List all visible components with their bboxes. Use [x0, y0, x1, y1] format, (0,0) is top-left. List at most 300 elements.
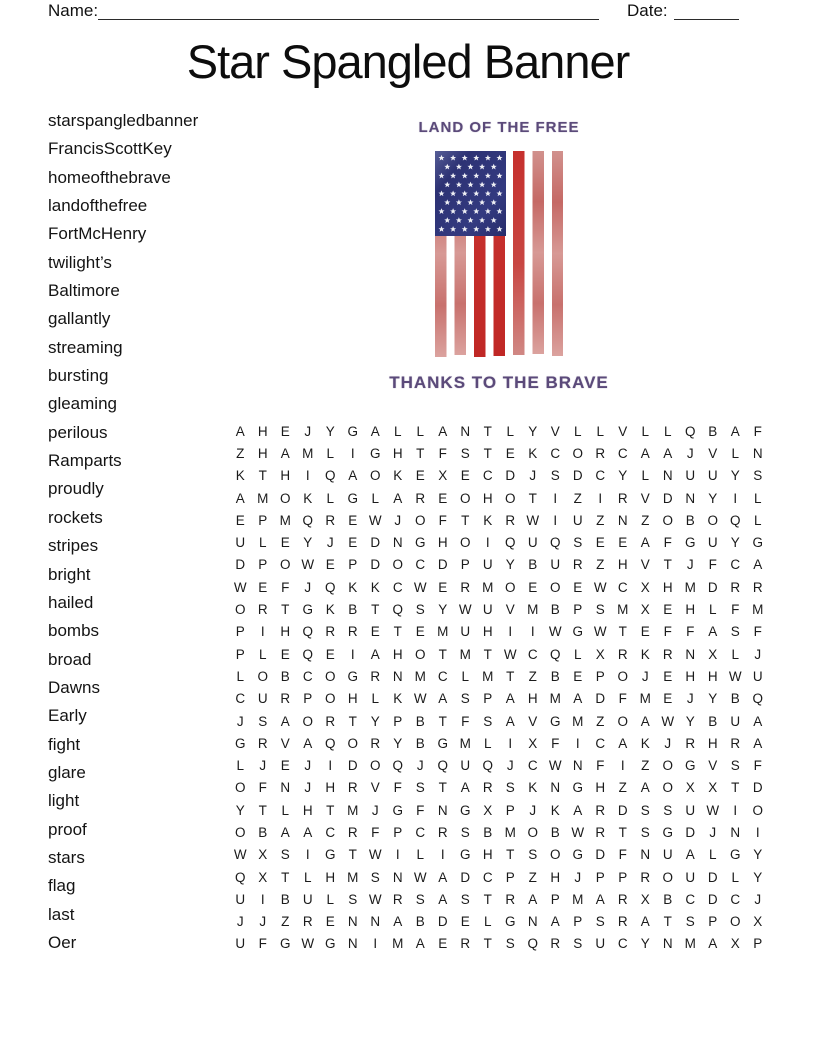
grid-cell-r16c8: Q	[392, 758, 403, 774]
grid-cell-r23c8: A	[393, 914, 403, 930]
word-item: Early	[48, 706, 87, 726]
grid-cell-r3c19: L	[641, 468, 649, 484]
grid-cell-r10c7: E	[370, 624, 380, 640]
grid-cell-r9c17: S	[595, 602, 605, 618]
word-item: flag	[48, 876, 76, 896]
grid-cell-r20c12: H	[482, 847, 493, 863]
us-flag-graphic	[387, 110, 611, 403]
grid-cell-r6c8: N	[392, 535, 403, 551]
grid-cell-r16c10: Q	[437, 758, 448, 774]
grid-cell-r14c9: B	[415, 713, 425, 729]
grid-cell-r8c6: K	[348, 579, 358, 595]
grid-cell-r21c17: P	[595, 869, 605, 885]
grid-cell-r15c13: I	[508, 735, 513, 751]
grid-cell-r11c21: N	[685, 646, 696, 662]
grid-cell-r11c12: T	[483, 646, 492, 662]
grid-cell-r3c8: K	[393, 468, 403, 484]
grid-cell-r6c13: Q	[504, 535, 516, 551]
word-item: perilous	[48, 422, 108, 442]
word-item: Oer	[48, 932, 77, 952]
grid-cell-r8c11: R	[460, 579, 471, 595]
grid-cell-r11c15: Q	[549, 646, 561, 662]
grid-cell-r4c6: G	[347, 490, 358, 506]
grid-cell-r4c23: I	[733, 490, 738, 506]
grid-cell-r6c22: U	[707, 535, 718, 551]
grid-cell-r19c19: S	[640, 824, 650, 840]
grid-cell-r16c9: J	[416, 758, 424, 774]
word-item: light	[48, 791, 80, 811]
word-item: stars	[48, 847, 85, 867]
grid-cell-r10c8: T	[393, 624, 402, 640]
grid-cell-r18c6: M	[347, 802, 359, 818]
grid-cell-r24c15: R	[550, 936, 561, 952]
grid-cell-r9c12: U	[482, 602, 493, 618]
grid-cell-r19c21: D	[685, 824, 696, 840]
word-item: broad	[48, 649, 92, 669]
grid-cell-r17c2: F	[258, 780, 267, 796]
grid-cell-r3c5: Q	[324, 468, 336, 484]
grid-cell-r22c5: L	[326, 891, 334, 907]
grid-cell-r19c18: T	[618, 824, 627, 840]
grid-cell-r23c11: E	[460, 914, 470, 930]
grid-cell-r16c24: F	[753, 758, 762, 774]
grid-cell-r23c12: L	[483, 914, 492, 930]
grid-cell-r2c11: S	[460, 445, 470, 461]
grid-cell-r6c15: Q	[549, 535, 561, 551]
grid-cell-r16c17: F	[596, 758, 605, 774]
grid-cell-r6c6: E	[348, 535, 358, 551]
grid-cell-r4c22: Y	[708, 490, 718, 506]
grid-cell-r8c2: E	[258, 579, 268, 595]
grid-cell-r18c15: K	[550, 802, 560, 818]
grid-cell-r4c18: R	[617, 490, 628, 506]
grid-cell-r9c6: B	[348, 602, 358, 618]
grid-cell-r8c17: W	[593, 579, 607, 595]
grid-cell-r10c4: Q	[302, 624, 313, 640]
grid-cell-r16c5: I	[328, 758, 333, 774]
grid-cell-r3c4: I	[305, 468, 310, 484]
grid-cell-r24c3: G	[279, 936, 291, 952]
grid-cell-r14c16: M	[572, 713, 584, 729]
grid-cell-r3c10: X	[438, 468, 448, 484]
grid-cell-r9c13: V	[505, 602, 515, 618]
grid-cell-r18c18: D	[617, 802, 628, 818]
word-item: proudly	[48, 479, 104, 499]
grid-cell-r19c20: G	[662, 824, 673, 840]
grid-cell-r5c3: M	[279, 512, 291, 528]
grid-cell-r8c1: W	[233, 579, 247, 595]
grid-cell-r7c2: P	[258, 557, 268, 573]
grid-cell-r14c20: W	[661, 713, 675, 729]
grid-cell-r1c2: H	[257, 423, 268, 439]
grid-cell-r1c6: G	[347, 423, 358, 439]
grid-cell-r15c8: Y	[393, 735, 403, 751]
grid-cell-r15c14: X	[528, 735, 538, 751]
name-label: Name:	[48, 1, 99, 20]
grid-cell-r22c22: D	[707, 891, 718, 907]
grid-cell-r1c9: L	[416, 423, 424, 439]
grid-cell-r17c24: D	[752, 780, 763, 796]
grid-cell-r22c12: T	[483, 891, 492, 907]
grid-cell-r13c8: K	[393, 691, 403, 707]
grid-cell-r6c19: A	[640, 535, 650, 551]
grid-cell-r1c17: L	[596, 423, 604, 439]
grid-cell-r16c7: O	[369, 758, 381, 774]
grid-cell-r1c21: Q	[684, 423, 696, 439]
grid-cell-r10c10: M	[437, 624, 449, 640]
grid-cell-r1c8: L	[393, 423, 402, 439]
grid-cell-r5c22: O	[707, 512, 718, 528]
grid-cell-r20c3: S	[280, 847, 290, 863]
grid-cell-r18c17: R	[595, 802, 606, 818]
grid-cell-r23c23: O	[729, 914, 741, 930]
grid-cell-r24c10: E	[438, 936, 448, 952]
grid-cell-r13c11: S	[460, 691, 470, 707]
grid-cell-r2c2: H	[257, 445, 268, 461]
grid-cell-r14c12: S	[483, 713, 493, 729]
grid-cell-r20c13: T	[506, 847, 515, 863]
grid-cell-r9c23: F	[731, 602, 740, 618]
grid-cell-r22c14: A	[528, 891, 538, 907]
grid-cell-r5c12: K	[483, 512, 493, 528]
grid-cell-r3c16: D	[572, 468, 583, 484]
page-title: Star Spangled Banner	[186, 35, 630, 88]
grid-cell-r4c12: H	[482, 490, 493, 506]
grid-cell-r12c14: Z	[528, 668, 537, 684]
grid-cell-r12c17: P	[595, 668, 605, 684]
grid-cell-r19c23: N	[730, 824, 741, 840]
grid-cell-r13c22: Y	[708, 691, 718, 707]
grid-cell-r15c7: R	[370, 735, 381, 751]
grid-cell-r19c22: J	[709, 824, 717, 840]
grid-cell-r19c12: B	[483, 824, 493, 840]
word-item: Dawns	[48, 677, 100, 697]
grid-cell-r21c20: O	[662, 869, 673, 885]
grid-cell-r6c1: U	[235, 535, 246, 551]
grid-cell-r12c2: O	[257, 668, 268, 684]
grid-cell-r10c12: H	[482, 624, 493, 640]
grid-cell-r10c21: F	[686, 624, 695, 640]
grid-cell-r11c9: O	[414, 646, 426, 662]
grid-cell-r22c9: S	[415, 891, 425, 907]
grid-cell-r2c4: M	[302, 445, 314, 461]
grid-cell-r20c1: W	[233, 847, 247, 863]
grid-cell-r7c11: P	[460, 557, 470, 573]
grid-cell-r16c20: O	[662, 758, 673, 774]
grid-cell-r20c24: Y	[753, 847, 763, 863]
grid-cell-r3c7: O	[369, 468, 381, 484]
word-item: bright	[48, 564, 91, 584]
grid-cell-r4c10: E	[438, 490, 448, 506]
grid-cell-r8c8: C	[392, 579, 403, 595]
grid-cell-r18c1: Y	[235, 802, 245, 818]
flag-bottom-caption: THANKS TO THE BRAVE	[389, 373, 609, 392]
grid-cell-r16c15: W	[548, 758, 562, 774]
grid-cell-r10c1: P	[235, 624, 245, 640]
grid-cell-r20c10: I	[440, 847, 445, 863]
grid-cell-r8c13: O	[504, 579, 516, 595]
grid-cell-r7c24: A	[753, 557, 763, 573]
grid-cell-r4c5: L	[326, 490, 334, 506]
grid-cell-r11c17: X	[595, 646, 605, 662]
grid-cell-r9c21: H	[685, 602, 696, 618]
grid-cell-r12c13: T	[506, 668, 515, 684]
grid-cell-r6c23: Y	[730, 535, 740, 551]
grid-cell-r9c9: S	[415, 602, 425, 618]
grid-cell-r17c11: A	[460, 780, 470, 796]
grid-cell-r23c24: X	[753, 914, 763, 930]
grid-cell-r15c11: M	[459, 735, 471, 751]
grid-cell-r5c21: B	[685, 512, 695, 528]
grid-cell-r4c8: A	[393, 490, 403, 506]
grid-cell-r21c8: N	[392, 869, 403, 885]
grid-cell-r2c10: F	[438, 445, 447, 461]
grid-cell-r10c23: S	[730, 624, 740, 640]
word-item: hailed	[48, 592, 94, 612]
grid-cell-r9c11: W	[458, 602, 472, 618]
grid-cell-r19c1: O	[234, 824, 246, 840]
grid-cell-r12c12: M	[482, 668, 494, 684]
grid-cell-r6c9: G	[414, 535, 426, 551]
grid-cell-r7c9: C	[415, 557, 426, 573]
grid-cell-r3c3: H	[280, 468, 291, 484]
grid-cell-r2c21: J	[686, 445, 694, 461]
grid-cell-r23c9: B	[415, 914, 425, 930]
grid-cell-r3c2: T	[258, 468, 267, 484]
grid-cell-r10c17: W	[593, 624, 607, 640]
grid-cell-r21c12: C	[482, 869, 493, 885]
grid-cell-r2c12: T	[483, 445, 492, 461]
grid-cell-r21c11: D	[460, 869, 471, 885]
grid-cell-r9c1: O	[234, 602, 246, 618]
grid-cell-r12c7: R	[370, 668, 381, 684]
grid-cell-r18c3: L	[281, 802, 289, 818]
grid-cell-r15c22: H	[707, 735, 718, 751]
word-item: gallantly	[48, 309, 111, 329]
grid-cell-r8c9: W	[413, 579, 427, 595]
grid-cell-r20c8: I	[395, 847, 400, 863]
grid-cell-r15c16: I	[575, 735, 580, 751]
word-item: stripes	[48, 536, 99, 556]
grid-cell-r24c8: M	[392, 936, 404, 952]
grid-cell-r19c15: B	[550, 824, 560, 840]
grid-cell-r18c11: G	[459, 802, 471, 818]
grid-cell-r9c10: Y	[438, 602, 448, 618]
grid-cell-r15c1: G	[234, 735, 246, 751]
grid-cell-r11c19: K	[640, 646, 650, 662]
grid-cell-r14c8: P	[393, 713, 403, 729]
grid-cell-r22c7: W	[368, 891, 382, 907]
grid-cell-r10c18: T	[618, 624, 627, 640]
grid-cell-r19c16: W	[571, 824, 585, 840]
grid-cell-r5c1: E	[235, 512, 245, 528]
grid-cell-r3c17: C	[595, 468, 606, 484]
grid-cell-r7c15: U	[550, 557, 561, 573]
grid-cell-r4c20: D	[662, 490, 673, 506]
grid-cell-r15c23: R	[730, 735, 741, 751]
grid-cell-r21c19: R	[640, 869, 651, 885]
grid-cell-r13c7: L	[371, 691, 379, 707]
grid-cell-r8c24: R	[752, 579, 763, 595]
grid-cell-r7c22: F	[708, 557, 717, 573]
grid-cell-r9c16: P	[573, 602, 583, 618]
grid-cell-r5c16: U	[572, 512, 583, 528]
grid-cell-r9c14: M	[527, 602, 539, 618]
grid-cell-r17c16: G	[572, 780, 583, 796]
grid-cell-r22c18: R	[617, 891, 628, 907]
grid-cell-r7c14: B	[528, 557, 538, 573]
word-item: bursting	[48, 366, 109, 386]
grid-cell-r13c17: D	[595, 691, 606, 707]
grid-cell-r1c16: L	[573, 423, 582, 439]
grid-cell-r23c21: S	[685, 914, 695, 930]
grid-cell-r9c3: T	[281, 602, 290, 618]
grid-cell-r22c10: A	[438, 891, 448, 907]
grid-cell-r23c2: J	[259, 914, 267, 930]
grid-cell-r11c16: L	[573, 646, 582, 662]
grid-cell-r6c10: H	[437, 535, 448, 551]
grid-cell-r5c23: Q	[729, 512, 741, 528]
grid-cell-r4c7: L	[371, 490, 379, 506]
grid-cell-r1c22: B	[708, 423, 718, 439]
grid-cell-r15c12: L	[483, 735, 492, 751]
grid-cell-r5c9: O	[414, 512, 426, 528]
grid-cell-r14c19: A	[640, 713, 650, 729]
grid-cell-r18c12: X	[483, 802, 493, 818]
grid-cell-r21c3: T	[281, 869, 290, 885]
grid-cell-r13c18: F	[618, 691, 627, 707]
grid-cell-r20c9: L	[416, 847, 424, 863]
grid-cell-r17c10: T	[438, 780, 447, 796]
grid-cell-r12c15: B	[550, 668, 560, 684]
grid-cell-r9c24: M	[752, 602, 764, 618]
word-item: bombs	[48, 621, 100, 641]
grid-cell-r13c10: A	[438, 691, 448, 707]
grid-cell-r13c15: M	[549, 691, 561, 707]
grid-cell-r24c6: N	[347, 936, 358, 952]
grid-cell-r23c4: R	[302, 914, 313, 930]
grid-cell-r20c16: G	[572, 847, 583, 863]
grid-cell-r8c15: O	[549, 579, 561, 595]
word-item: FrancisScottKey	[48, 139, 172, 159]
grid-cell-r20c18: F	[618, 847, 627, 863]
grid-cell-r3c24: S	[753, 468, 763, 484]
grid-cell-r23c19: A	[640, 914, 650, 930]
grid-cell-r15c10: G	[437, 735, 448, 751]
grid-cell-r12c1: L	[236, 668, 244, 684]
grid-cell-r15c20: J	[664, 735, 672, 751]
grid-cell-r17c18: Z	[618, 780, 627, 796]
grid-cell-r21c21: U	[685, 869, 696, 885]
grid-cell-r6c17: E	[595, 535, 605, 551]
grid-cell-r6c12: I	[485, 535, 490, 551]
grid-cell-r17c13: S	[505, 780, 515, 796]
grid-cell-r10c22: A	[708, 624, 718, 640]
grid-cell-r13c12: P	[483, 691, 493, 707]
grid-cell-r15c24: A	[753, 735, 763, 751]
grid-cell-r19c7: F	[371, 824, 380, 840]
grid-cell-r13c16: A	[573, 691, 583, 707]
grid-cell-r7c1: D	[235, 557, 246, 573]
grid-cell-r5c19: Z	[641, 512, 650, 528]
grid-cell-r11c7: A	[370, 646, 380, 662]
grid-cell-r12c6: G	[347, 668, 358, 684]
grid-cell-r22c2: I	[260, 891, 265, 907]
grid-cell-r21c1: Q	[234, 869, 246, 885]
grid-cell-r5c17: Z	[596, 512, 605, 528]
grid-cell-r5c6: E	[348, 512, 358, 528]
grid-cell-r23c6: N	[347, 914, 358, 930]
grid-cell-r23c7: N	[370, 914, 381, 930]
grid-cell-r16c19: Z	[641, 758, 650, 774]
grid-cell-r10c3: H	[280, 624, 291, 640]
grid-cell-r24c5: G	[324, 936, 336, 952]
grid-cell-r17c3: N	[280, 780, 291, 796]
word-search-grid	[229, 420, 769, 955]
word-item: Ramparts	[48, 451, 122, 471]
grid-cell-r11c22: X	[708, 646, 718, 662]
grid-cell-r19c5: C	[325, 824, 336, 840]
grid-cell-r4c4: K	[303, 490, 313, 506]
grid-cell-r3c14: J	[529, 468, 537, 484]
grid-cell-r24c23: X	[730, 936, 740, 952]
grid-cell-r21c24: Y	[753, 869, 763, 885]
grid-cell-r17c9: S	[415, 780, 425, 796]
grid-cell-r18c22: W	[706, 802, 720, 818]
grid-cell-r19c24: I	[755, 824, 760, 840]
grid-cell-r11c20: R	[662, 646, 673, 662]
grid-cell-r9c19: X	[640, 602, 650, 618]
grid-cell-r7c12: U	[482, 557, 493, 573]
grid-cell-r14c13: A	[505, 713, 515, 729]
grid-cell-r21c6: M	[347, 869, 359, 885]
date-label: Date:	[627, 1, 668, 20]
word-item: proof	[48, 819, 87, 839]
grid-cell-r2c23: L	[731, 445, 739, 461]
grid-cell-r21c18: P	[618, 869, 628, 885]
grid-cell-r13c5: O	[324, 691, 336, 707]
grid-cell-r4c11: O	[459, 490, 471, 506]
word-item: Baltimore	[48, 281, 120, 301]
word-item: gleaming	[48, 394, 117, 414]
grid-cell-r3c1: K	[235, 468, 245, 484]
grid-cell-r3c20: N	[662, 468, 673, 484]
grid-cell-r7c8: O	[392, 557, 403, 573]
grid-cell-r14c21: Y	[685, 713, 695, 729]
grid-cell-r19c3: A	[280, 824, 290, 840]
grid-cell-r12c4: C	[302, 668, 313, 684]
grid-cell-r21c10: A	[438, 869, 448, 885]
word-item: streaming	[48, 337, 123, 357]
grid-cell-r7c7: D	[370, 557, 381, 573]
grid-cell-r3c21: U	[685, 468, 696, 484]
grid-cell-r7c13: Y	[505, 557, 515, 573]
grid-cell-r20c19: N	[640, 847, 651, 863]
grid-cell-r24c14: Q	[527, 936, 538, 952]
grid-cell-r14c15: G	[549, 713, 561, 729]
grid-cell-r14c11: F	[461, 713, 470, 729]
grid-cell-r18c20: S	[663, 802, 673, 818]
grid-cell-r8c16: E	[573, 579, 583, 595]
grid-cell-r17c12: R	[482, 780, 493, 796]
grid-cell-r20c6: T	[348, 847, 357, 863]
grid-cell-r23c22: P	[708, 914, 718, 930]
grid-cell-r6c16: S	[573, 535, 583, 551]
grid-cell-r21c13: P	[505, 869, 515, 885]
grid-cell-r12c10: C	[437, 668, 448, 684]
grid-cell-r11c23: L	[731, 646, 739, 662]
grid-cell-r16c13: J	[506, 758, 514, 774]
